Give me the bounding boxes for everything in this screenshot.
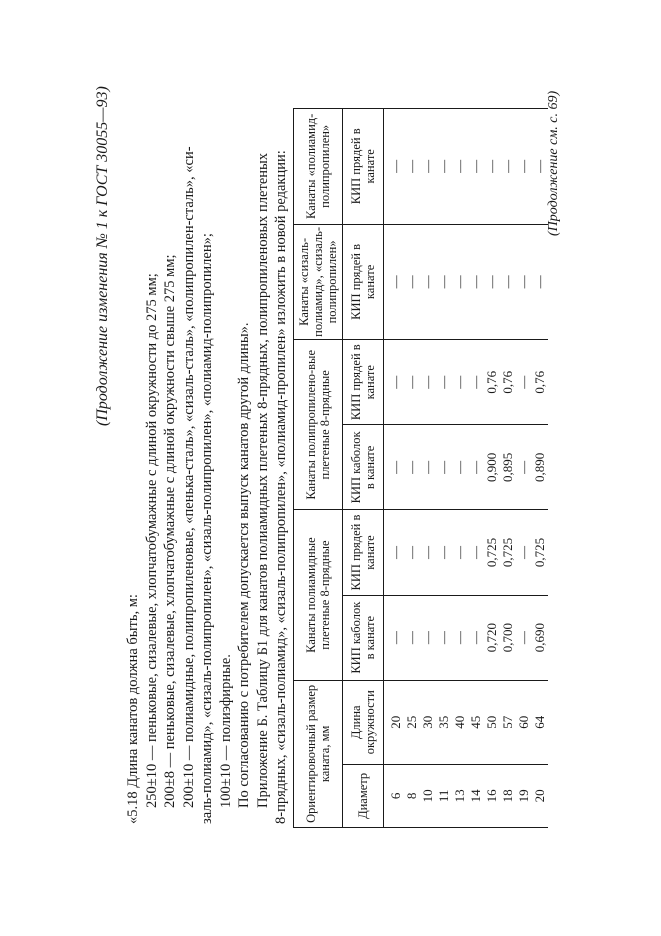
- table-cell: —: [452, 109, 468, 225]
- table-cell: —: [436, 595, 452, 680]
- text-line: Приложение Б. Таблицу Б1 для канатов полиамидных плетеных 8-прядных, полипропиленовых плетеных: [254, 152, 271, 808]
- table-cell: 0,890: [532, 425, 548, 510]
- table-row: [420, 109, 436, 828]
- subheader-kip-strands: КИП прядей в канате: [343, 109, 384, 225]
- subheader-kip-strands: КИП прядей в канате: [343, 510, 384, 595]
- table-cell: —: [532, 109, 548, 225]
- table-row: [384, 109, 405, 828]
- table-cell: —: [420, 595, 436, 680]
- table-cell: —: [468, 224, 484, 340]
- table-cell: —: [384, 109, 405, 225]
- table-cell: 0,725: [532, 510, 548, 595]
- continuation-footer: (Продолжение см. с. 69): [546, 90, 561, 236]
- table-cell: 25: [404, 680, 420, 764]
- subheader-circumference: Длина окружности: [343, 680, 384, 764]
- table-cell: —: [404, 510, 420, 595]
- table-cell: —: [420, 425, 436, 510]
- text-line: заль-полиамид», «сизаль-полипропилен», «сизаль-полипропилен», «полиамид-полипропилен»;: [199, 233, 215, 824]
- subheader-kip-fibers: КИП каболок в канате: [343, 595, 384, 680]
- text-line: По согласованию с потребителем допускается выпуск канатов другой длины».: [236, 322, 252, 808]
- table-cell: 0,720: [484, 595, 500, 680]
- table-cell: —: [384, 510, 405, 595]
- table-cell: —: [436, 224, 452, 340]
- subheader-kip-fibers: КИП каболок в канате: [343, 425, 384, 510]
- table-cell: 40: [452, 680, 468, 764]
- table-cell: 0,700: [500, 595, 516, 680]
- table-cell: —: [436, 425, 452, 510]
- table-cell: —: [436, 109, 452, 225]
- table-row: [468, 109, 484, 828]
- text-line: «5.18 Длина канатов должна быть, м:: [125, 594, 141, 824]
- table-cell: —: [420, 224, 436, 340]
- table-cell: 0,725: [500, 510, 516, 595]
- table-cell: 0,76: [532, 340, 548, 425]
- table-cell: 20: [384, 680, 405, 764]
- header-polyamide: Канаты полиамидные плетеные 8-прядные: [294, 510, 343, 680]
- table-cell: —: [532, 224, 548, 340]
- text-line: 250±10 — пеньковые, сизалевые, хлопчатобумажные с длиной окружности до 275 мм;: [143, 273, 160, 808]
- table-cell: —: [420, 109, 436, 225]
- table-cell: —: [420, 340, 436, 425]
- table-cell: —: [468, 109, 484, 225]
- header-size: Ориентировочный размер каната, мм: [294, 680, 343, 827]
- table-cell: —: [500, 109, 516, 225]
- table-cell: 64: [532, 680, 548, 764]
- table-cell: 18: [500, 764, 516, 827]
- table-row: [404, 109, 420, 828]
- table-cell: 0,76: [500, 340, 516, 425]
- table-cell: 0,76: [484, 340, 500, 425]
- table-cell: —: [420, 510, 436, 595]
- table-cell: —: [384, 425, 405, 510]
- table-cell: —: [404, 109, 420, 225]
- rope-table: [293, 108, 548, 828]
- table-cell: —: [436, 340, 452, 425]
- table-cell: —: [484, 109, 500, 225]
- table-cell: 35: [436, 680, 452, 764]
- continuation-header: (Продолжение изменения № 1 к ГОСТ 30055—93): [94, 86, 111, 426]
- table-cell: 19: [516, 764, 532, 827]
- table-cell: 60: [516, 680, 532, 764]
- table-cell: 11: [436, 764, 452, 827]
- table-cell: —: [384, 340, 405, 425]
- table-cell: 16: [484, 764, 500, 827]
- table-row: [452, 109, 468, 828]
- table-row: [516, 109, 532, 828]
- table-cell: 10: [420, 764, 436, 827]
- subheader-kip-strands: КИП прядей в канате: [343, 340, 384, 425]
- table-cell: 57: [500, 680, 516, 764]
- text-line: 200±8 — пеньковые, сизалевые, хлопчатобумажные с длиной окружности свыше 275 мм;: [162, 254, 178, 808]
- table-cell: —: [452, 224, 468, 340]
- table-cell: 30: [420, 680, 436, 764]
- header-sisal: Канаты «сизаль-полиамид», «сизаль-полипропилен»: [294, 224, 343, 340]
- table-cell: —: [404, 224, 420, 340]
- table-cell: —: [516, 510, 532, 595]
- table-cell: —: [516, 340, 532, 425]
- table-row: [436, 109, 452, 828]
- table-cell: —: [468, 595, 484, 680]
- table-cell: 0,900: [484, 425, 500, 510]
- table-cell: —: [404, 595, 420, 680]
- table-cell: 0,725: [484, 510, 500, 595]
- table-cell: 14: [468, 764, 484, 827]
- table-cell: —: [452, 340, 468, 425]
- table-cell: 20: [532, 764, 548, 827]
- table-cell: 6: [384, 764, 405, 827]
- text-line: 8-прядных, «сизаль-полиамид», «сизаль-полипропилен», «полиамид-пропилен» изложить в новой редакции:: [273, 150, 289, 824]
- text-line: 200±10 — полиамидные, полипропиленовые, «пенька-сталь», «сизаль-сталь», «полипропилен-сталь», «си-: [180, 146, 197, 808]
- table-cell: —: [404, 425, 420, 510]
- table-cell: —: [404, 340, 420, 425]
- table-cell: —: [452, 595, 468, 680]
- table-cell: 45: [468, 680, 484, 764]
- subheader-diameter: Диаметр: [343, 764, 384, 827]
- table-cell: —: [484, 224, 500, 340]
- table-cell: —: [516, 425, 532, 510]
- table-cell: —: [516, 109, 532, 225]
- table-cell: —: [452, 425, 468, 510]
- table-cell: —: [384, 595, 405, 680]
- body-text: [124, 114, 291, 824]
- table-cell: —: [468, 425, 484, 510]
- table-cell: 13: [452, 764, 468, 827]
- table-cell: —: [384, 224, 405, 340]
- table-cell: —: [516, 224, 532, 340]
- table-cell: 50: [484, 680, 500, 764]
- table-cell: —: [452, 510, 468, 595]
- subheader-kip-strands: КИП прядей в канате: [343, 224, 384, 340]
- header-polypropylene: Канаты полипропилено-вые плетеные 8-прядные: [294, 340, 343, 510]
- table-row: [484, 109, 500, 828]
- table-cell: —: [500, 224, 516, 340]
- table-cell: 0,895: [500, 425, 516, 510]
- table-cell: —: [436, 510, 452, 595]
- table-cell: —: [468, 510, 484, 595]
- table-cell: —: [468, 340, 484, 425]
- table-cell: —: [516, 595, 532, 680]
- table-cell: 8: [404, 764, 420, 827]
- table-row: [500, 109, 516, 828]
- table-cell: 0,690: [532, 595, 548, 680]
- text-line: 100±10 — полиэфирные.: [217, 654, 234, 808]
- header-polyamide-pp: Канаты «полиамид-полипропилен»: [294, 109, 343, 225]
